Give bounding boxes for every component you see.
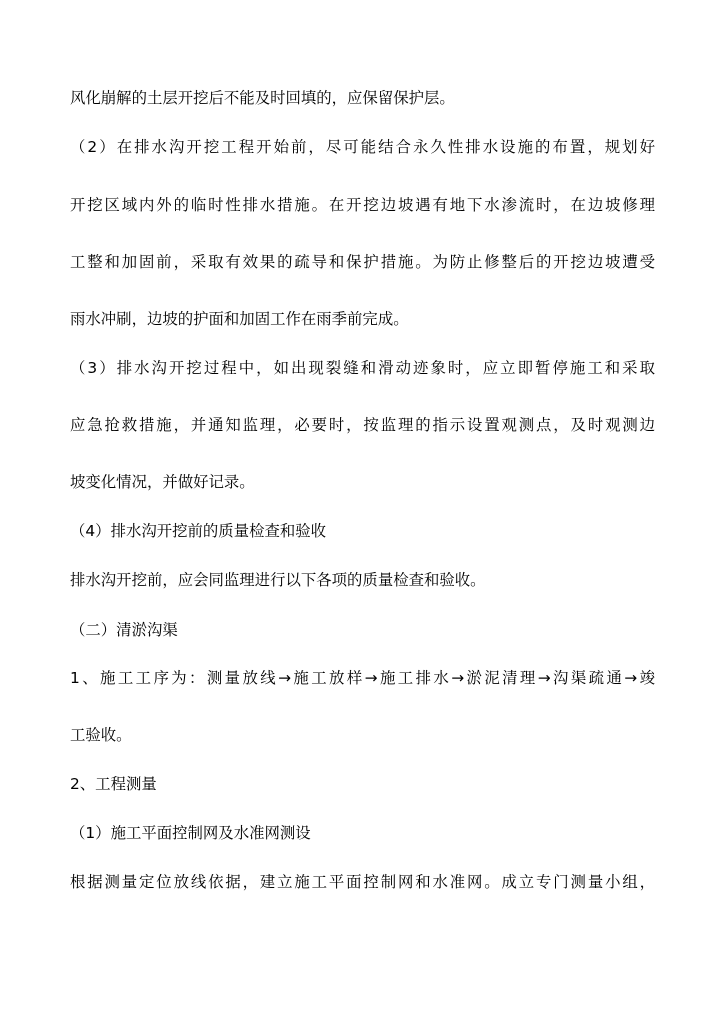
section-heading: 2、工程测量 bbox=[70, 775, 157, 793]
paragraph-line: 根据测量定位放线依据，建立施工平面控制网和水准网。成立专门测量小组， bbox=[70, 873, 655, 891]
section-heading: （二）清淤沟渠 bbox=[70, 621, 178, 639]
section-heading: （4）排水沟开挖前的质量检查和验收 bbox=[70, 522, 327, 540]
paragraph-line: 1、施工工序为：测量放线→施工放样→施工排水→淤泥清理→沟渠疏通→竣 bbox=[70, 669, 655, 687]
section-heading: （1）施工平面控制网及水准网测设 bbox=[70, 824, 311, 842]
paragraph-line: 坡变化情况，并做好记录。 bbox=[70, 473, 255, 491]
paragraph-line: 工验收。 bbox=[70, 726, 132, 744]
paragraph-line: （3）排水沟开挖过程中，如出现裂缝和滑动迹象时，应立即暂停施工和采取 bbox=[70, 359, 655, 377]
text-line: 风化崩解的土层开挖后不能及时回填的，应保留保护层。 bbox=[70, 89, 455, 107]
paragraph-line: 工整和加固前，采取有效果的疏导和保护措施。为防止修整后的开挖边坡遭受 bbox=[70, 253, 655, 271]
paragraph-line: 开挖区域内外的临时性排水措施。在开挖边坡遇有地下水渗流时，在边坡修理 bbox=[70, 196, 655, 214]
paragraph-line: 排水沟开挖前，应会同监理进行以下各项的质量检查和验收。 bbox=[70, 571, 486, 589]
paragraph-line: 雨水冲刷，边坡的护面和加固工作在雨季前完成。 bbox=[70, 310, 409, 328]
paragraph-line: （2）在排水沟开挖工程开始前，尽可能结合永久性排水设施的布置，规划好 bbox=[70, 138, 655, 156]
paragraph-line: 应急抢救措施，并通知监理，必要时，按监理的指示设置观测点，及时观测边 bbox=[70, 416, 655, 434]
